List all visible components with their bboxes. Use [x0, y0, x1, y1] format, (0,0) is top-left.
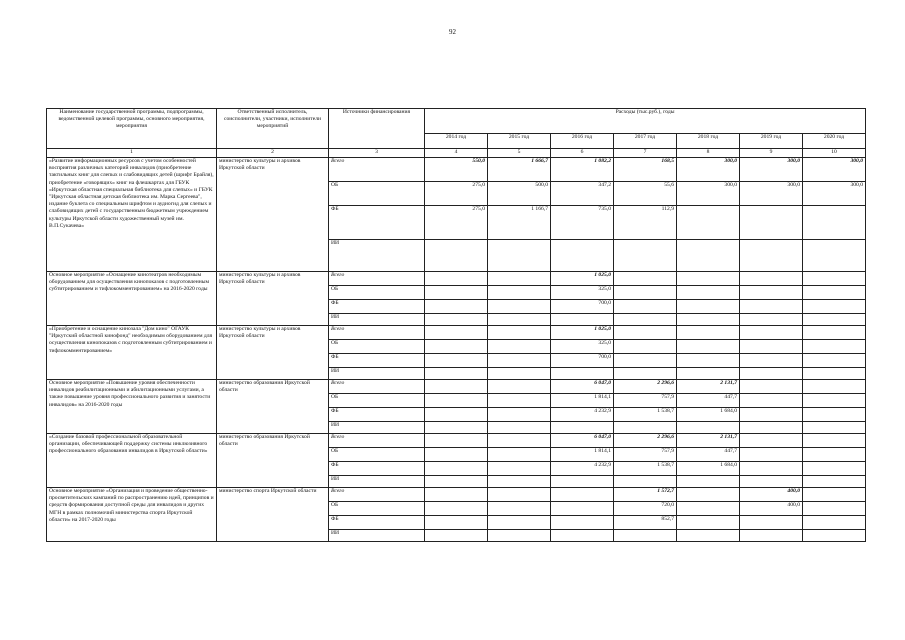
funding-source: ОБ [329, 502, 425, 516]
amount-cell: 400,0 [740, 488, 803, 502]
amount-cell [677, 488, 740, 502]
amount-cell [614, 286, 677, 300]
amount-cell [425, 516, 488, 530]
measure-executor: министерство спорта Иркутской области [217, 488, 329, 542]
amount-cell [488, 272, 551, 286]
header-year: 2016 год [551, 134, 614, 149]
amount-cell [740, 286, 803, 300]
amount-cell: 2 296,6 [614, 434, 677, 448]
amount-cell [740, 240, 803, 272]
funding-source: ИИ [329, 530, 425, 542]
amount-cell: 550,0 [425, 158, 488, 182]
funding-source: ОБ [329, 182, 425, 206]
amount-cell [677, 240, 740, 272]
measure-name: Основное мероприятие «Повышение уровня обеспеченности инвалидов реабилитационными и абилитационными услугами, а также повышение уровня профессионального развития и занятости инвалидов» на 2016-2020 годы [47, 380, 217, 434]
amount-cell [803, 326, 866, 340]
funding-source: ИИ [329, 368, 425, 380]
header-expenses: Расходы (тыс.руб.), годы [425, 109, 866, 134]
amount-cell: 720,0 [614, 502, 677, 516]
amount-cell [551, 314, 614, 326]
amount-cell [677, 206, 740, 240]
amount-cell [803, 476, 866, 488]
measure-executor: министерство образования Иркутской области [217, 434, 329, 488]
amount-cell [614, 240, 677, 272]
amount-cell [803, 422, 866, 434]
amount-cell: 1 684,0 [677, 462, 740, 476]
amount-cell [740, 422, 803, 434]
amount-cell [803, 286, 866, 300]
amount-cell [614, 476, 677, 488]
amount-cell [488, 286, 551, 300]
measure-executor: министерство культуры и архивов Иркутской области [217, 272, 329, 326]
amount-cell [740, 530, 803, 542]
measure-name: «Создание базовой профессиональной образовательной организации, обеспечивающей поддержку системы инклюзивного профессионального образования инвалидов в Иркутской области» [47, 434, 217, 488]
amount-cell [488, 354, 551, 368]
funding-source: Всего [329, 488, 425, 502]
amount-cell [425, 380, 488, 394]
amount-cell [803, 394, 866, 408]
amount-cell [614, 530, 677, 542]
amount-cell [740, 380, 803, 394]
amount-cell [740, 476, 803, 488]
amount-cell [425, 340, 488, 354]
amount-cell: 300,0 [803, 158, 866, 182]
amount-cell [614, 368, 677, 380]
amount-cell [551, 422, 614, 434]
amount-cell: 1 814,1 [551, 448, 614, 462]
amount-cell [488, 368, 551, 380]
amount-cell [740, 462, 803, 476]
amount-cell [614, 272, 677, 286]
amount-cell [488, 300, 551, 314]
amount-cell: 325,0 [551, 340, 614, 354]
amount-cell [677, 354, 740, 368]
amount-cell: 1 538,7 [614, 408, 677, 422]
amount-cell [803, 300, 866, 314]
amount-cell [488, 434, 551, 448]
amount-cell [677, 530, 740, 542]
funding-source: Всего [329, 272, 425, 286]
amount-cell [488, 462, 551, 476]
amount-cell: 852,7 [614, 516, 677, 530]
amount-cell: 757,9 [614, 448, 677, 462]
amount-cell: 400,0 [740, 502, 803, 516]
amount-cell: 1 572,7 [614, 488, 677, 502]
amount-cell [614, 326, 677, 340]
amount-cell [803, 340, 866, 354]
amount-cell [614, 340, 677, 354]
amount-cell [425, 240, 488, 272]
amount-cell [740, 206, 803, 240]
amount-cell [551, 516, 614, 530]
amount-cell: 1 814,1 [551, 394, 614, 408]
amount-cell [614, 314, 677, 326]
amount-cell: 347,2 [551, 182, 614, 206]
amount-cell [803, 488, 866, 502]
amount-cell [425, 502, 488, 516]
amount-cell [488, 326, 551, 340]
amount-cell [677, 300, 740, 314]
amount-cell [488, 380, 551, 394]
amount-cell [425, 530, 488, 542]
table-row [47, 488, 866, 502]
funding-source: ОБ [329, 448, 425, 462]
amount-cell [488, 394, 551, 408]
amount-cell [803, 516, 866, 530]
amount-cell [488, 340, 551, 354]
amount-cell [803, 448, 866, 462]
funding-source: ИИ [329, 314, 425, 326]
amount-cell [425, 422, 488, 434]
amount-cell [740, 394, 803, 408]
amount-cell [740, 326, 803, 340]
amount-cell [551, 530, 614, 542]
column-number: 2 [217, 149, 329, 158]
amount-cell [425, 394, 488, 408]
amount-cell [488, 476, 551, 488]
amount-cell [425, 448, 488, 462]
column-number: 5 [488, 149, 551, 158]
header-year: 2018 год [677, 134, 740, 149]
amount-cell: 1 684,0 [677, 408, 740, 422]
amount-cell: 4 232,9 [551, 462, 614, 476]
column-number: 6 [551, 149, 614, 158]
amount-cell [488, 240, 551, 272]
amount-cell: 300,0 [740, 182, 803, 206]
amount-cell [740, 314, 803, 326]
amount-cell [614, 422, 677, 434]
amount-cell [425, 354, 488, 368]
amount-cell: 1 025,0 [551, 272, 614, 286]
amount-cell [425, 476, 488, 488]
amount-cell [677, 502, 740, 516]
table-row [47, 272, 866, 286]
amount-cell [488, 516, 551, 530]
measure-executor: министерство образования Иркутской области [217, 380, 329, 434]
amount-cell: 735,0 [551, 206, 614, 240]
funding-source: ФБ [329, 206, 425, 240]
amount-cell [740, 272, 803, 286]
amount-cell: 168,5 [614, 158, 677, 182]
page-number: 92 [449, 28, 456, 36]
amount-cell: 2 296,6 [614, 380, 677, 394]
amount-cell [425, 408, 488, 422]
amount-cell [740, 354, 803, 368]
amount-cell [425, 300, 488, 314]
column-number: 7 [614, 149, 677, 158]
amount-cell [425, 368, 488, 380]
amount-cell [614, 300, 677, 314]
amount-cell: 2 131,7 [677, 434, 740, 448]
amount-cell [425, 314, 488, 326]
amount-cell [488, 530, 551, 542]
header-year: 2019 год [740, 134, 803, 149]
amount-cell [677, 286, 740, 300]
amount-cell: 1 538,7 [614, 462, 677, 476]
measure-executor: министерство культуры и архивов Иркутской области [217, 158, 329, 272]
table-row [47, 434, 866, 448]
funding-source: Всего [329, 326, 425, 340]
funding-source: ФБ [329, 462, 425, 476]
amount-cell [677, 422, 740, 434]
amount-cell: 300,0 [803, 182, 866, 206]
amount-cell [803, 530, 866, 542]
amount-cell: 275,0 [425, 206, 488, 240]
funding-source: ИИ [329, 240, 425, 272]
funding-source: Всего [329, 434, 425, 448]
amount-cell: 447,7 [677, 394, 740, 408]
amount-cell [425, 462, 488, 476]
amount-cell: 325,0 [551, 286, 614, 300]
column-number: 8 [677, 149, 740, 158]
amount-cell [677, 272, 740, 286]
measure-name: Основное мероприятие «Организация и проведение общественно-просветительских кампаний по распространению идей, принципов и средств формирования доступной среды для инвалидов и других МГН в рамках полномочий министерства спорта Иркутской области» на 2017-2020 годы [47, 488, 217, 542]
table-row [47, 158, 866, 182]
amount-cell [677, 326, 740, 340]
measure-name: Основное мероприятие «Оснащение кинотеатров необходимым оборудованием для осуществления кинопоказов с подготовленным субтитрированием и тифлокомментированием» на 2016-2020 годы [47, 272, 217, 326]
funding-source: ИИ [329, 422, 425, 434]
header-year: 2020 год [803, 134, 866, 149]
funding-source: ФБ [329, 516, 425, 530]
column-number: 4 [425, 149, 488, 158]
header-year: 2014 год [425, 134, 488, 149]
column-number: 10 [803, 149, 866, 158]
amount-cell: 757,9 [614, 394, 677, 408]
amount-cell: 6 047,0 [551, 434, 614, 448]
amount-cell [740, 368, 803, 380]
header-year: 2015 год [488, 134, 551, 149]
amount-cell [551, 240, 614, 272]
header-source: Источники финансирования [329, 109, 425, 149]
funding-source: ОБ [329, 286, 425, 300]
funding-source: Всего [329, 380, 425, 394]
amount-cell [803, 240, 866, 272]
column-number: 1 [47, 149, 217, 158]
amount-cell: 1 025,0 [551, 326, 614, 340]
header-executor: Ответственный исполнитель, соисполнители, участники, исполнители мероприятий [217, 109, 329, 149]
amount-cell [551, 502, 614, 516]
amount-cell: 447,7 [677, 448, 740, 462]
amount-cell [551, 488, 614, 502]
amount-cell [488, 488, 551, 502]
amount-cell [488, 408, 551, 422]
amount-cell [677, 368, 740, 380]
amount-cell [425, 272, 488, 286]
amount-cell [551, 476, 614, 488]
amount-cell [425, 326, 488, 340]
amount-cell: 1 166,7 [488, 206, 551, 240]
amount-cell [740, 340, 803, 354]
amount-cell: 55,6 [614, 182, 677, 206]
amount-cell: 300,0 [677, 182, 740, 206]
amount-cell [425, 286, 488, 300]
funding-source: ОБ [329, 340, 425, 354]
amount-cell [677, 314, 740, 326]
amount-cell [740, 516, 803, 530]
amount-cell: 112,9 [614, 206, 677, 240]
amount-cell [740, 448, 803, 462]
amount-cell: 500,0 [488, 182, 551, 206]
funding-source: ФБ [329, 408, 425, 422]
amount-cell [488, 314, 551, 326]
funding-source: ИИ [329, 476, 425, 488]
amount-cell [803, 314, 866, 326]
amount-cell: 2 131,7 [677, 380, 740, 394]
amount-cell [614, 354, 677, 368]
amount-cell [551, 368, 614, 380]
amount-cell [803, 354, 866, 368]
amount-cell: 1 666,7 [488, 158, 551, 182]
amount-cell [803, 368, 866, 380]
amount-cell: 4 232,9 [551, 408, 614, 422]
column-number: 3 [329, 149, 425, 158]
table-row [47, 380, 866, 394]
funding-source: ФБ [329, 354, 425, 368]
amount-cell [677, 340, 740, 354]
amount-cell [803, 434, 866, 448]
amount-cell: 700,0 [551, 300, 614, 314]
amount-cell [677, 476, 740, 488]
amount-cell [740, 300, 803, 314]
header-name: Наименование государственной программы, подпрограммы, ведомственной целевой программы, основного мероприятия, мероприятия [47, 109, 217, 149]
amount-cell: 1 082,2 [551, 158, 614, 182]
amount-cell [803, 272, 866, 286]
amount-cell: 300,0 [740, 158, 803, 182]
amount-cell: 6 047,0 [551, 380, 614, 394]
amount-cell [803, 206, 866, 240]
amount-cell [803, 408, 866, 422]
table-row [47, 326, 866, 340]
amount-cell [488, 448, 551, 462]
measure-name: «Развитие информационных ресурсов с учетом особенностей восприятия различных категорий инвалидов (приобретение тактильных книг для слепых и слабовидящих детей (шрифт Брайля), приобретение «говорящих» книг на флешкартах для ГБУК «Иркутская областная специальная библиотека для слепых» и ГБУК "Иркутская областная детская библиотека им. Марка Сергеева", издание буклета со специальным шрифтом и аудиогид для слепых и слабовидящих детей с государственным бюджетным учреждением культуры Иркутской области художественный музей им. В.П.Сукачева» [47, 158, 217, 272]
amount-cell [740, 434, 803, 448]
amount-cell: 700,0 [551, 354, 614, 368]
funding-source: ОБ [329, 394, 425, 408]
amount-cell [425, 434, 488, 448]
amount-cell: 275,0 [425, 182, 488, 206]
budget-table [46, 108, 866, 542]
funding-source: Всего [329, 158, 425, 182]
amount-cell [803, 380, 866, 394]
column-number: 9 [740, 149, 803, 158]
funding-source: ФБ [329, 300, 425, 314]
amount-cell [803, 462, 866, 476]
amount-cell [488, 502, 551, 516]
amount-cell [488, 422, 551, 434]
amount-cell [740, 408, 803, 422]
measure-name: «Приобретение и оснащение кинозала "Дом кино" ОГАУК "Иркутский областной кинофонд" необходимым оборудованием для осуществления кинопоказов с подготовленным субтитрированием и тифлокомментированием» [47, 326, 217, 380]
amount-cell [803, 502, 866, 516]
header-year: 2017 год [614, 134, 677, 149]
amount-cell [425, 488, 488, 502]
amount-cell: 300,0 [677, 158, 740, 182]
measure-executor: министерство культуры и архивов Иркутской области [217, 326, 329, 380]
amount-cell [677, 516, 740, 530]
